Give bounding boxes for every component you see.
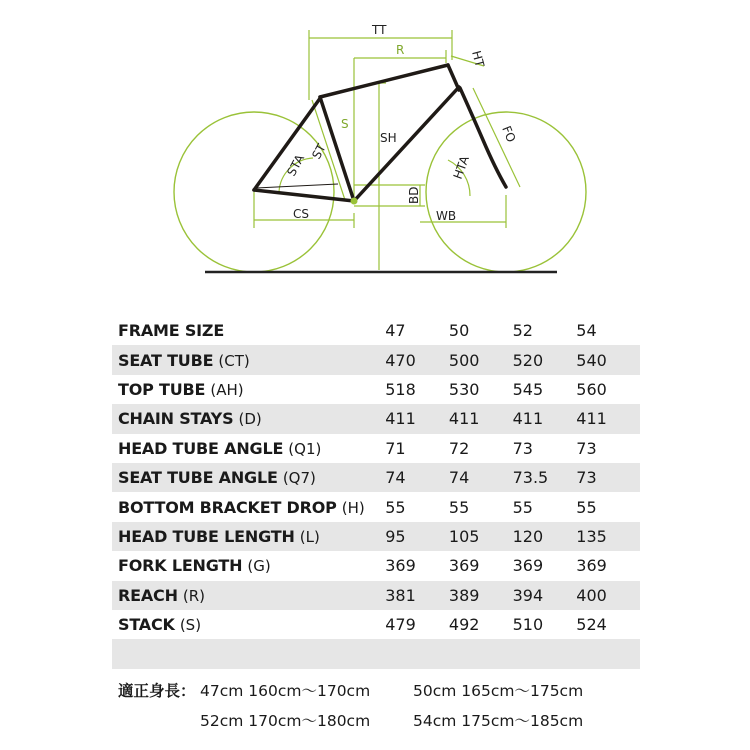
row-label: STACK [118,615,175,635]
value-size-52: 369 [512,556,544,576]
rider-height-54: 54cm 175cm〜185cm [413,712,584,730]
value-size-50: 411 [448,409,480,429]
row-label: REACH [118,585,178,605]
rider-height-47: 47cm 160cm〜170cm [200,682,371,700]
table-row [112,404,640,433]
rider-height-heading: 適正身長： [118,682,196,700]
value-size-52: 120 [512,526,544,546]
value-size-54: 524 [576,615,607,635]
value-size-52: 545 [512,379,544,399]
table-row [112,375,640,404]
label-tt: TT [372,23,387,37]
size-47: 47 [385,321,406,341]
row-abbr: (Q7) [282,469,316,488]
table-row [112,610,640,639]
value-size-52: 73 [512,438,533,458]
value-size-52: 73.5 [512,468,549,488]
row-label: SEAT TUBE [118,350,214,370]
row-abbr: (L) [299,527,320,546]
row-abbr: (S) [179,616,202,635]
label-cs: CS [293,207,309,221]
value-size-54: 411 [576,409,607,429]
value-size-47: 518 [385,379,416,399]
label-s: S [341,117,349,131]
label-sta: STA [284,152,308,179]
value-size-47: 95 [385,526,406,546]
row-label: BOTTOM BRACKET DROP [118,497,337,517]
row-label: TOP TUBE [118,379,206,399]
value-size-47: 381 [385,585,416,605]
table-row [112,463,640,492]
row-label: CHAIN STAYS [118,409,234,429]
geometry-table-body [112,316,640,669]
value-size-52: 55 [512,497,533,517]
value-size-54: 560 [576,379,607,399]
value-size-47: 411 [385,409,416,429]
value-size-47: 479 [385,615,416,635]
value-size-50: 72 [448,438,470,458]
rider-height-52: 52cm 170cm〜180cm [200,712,371,730]
value-size-50: 500 [448,350,480,370]
row-abbr: (Q1) [288,439,322,458]
rider-height-row [118,710,584,740]
value-size-50: 74 [448,468,470,488]
size-52: 52 [512,321,533,341]
table-header-row [112,316,640,345]
bottom-bracket [351,198,358,205]
value-size-47: 74 [385,468,406,488]
value-size-54: 55 [576,497,597,517]
size-54: 54 [576,321,597,341]
table-row [112,581,640,610]
rider-height-row [118,680,584,710]
row-label: HEAD TUBE LENGTH [118,526,295,546]
value-size-54: 369 [576,556,607,576]
table-row [112,434,640,463]
rider-height-section [118,680,584,740]
row-abbr: (CT) [218,351,250,370]
label-sh: SH [380,131,397,145]
bike-geometry-diagram [0,0,750,300]
value-size-52: 520 [512,350,544,370]
label-r: R [396,43,405,57]
value-size-47: 470 [385,350,416,370]
frame-size-label: FRAME SIZE [118,321,225,341]
table-spacer-row [112,639,640,669]
value-size-54: 135 [576,526,607,546]
value-size-54: 400 [576,585,607,605]
value-size-47: 369 [385,556,416,576]
value-size-50: 55 [448,497,470,517]
value-size-52: 411 [512,409,544,429]
row-abbr: (R) [182,586,206,605]
rider-height-50: 50cm 165cm〜175cm [413,682,584,700]
value-size-50: 369 [448,556,480,576]
table-row [112,345,640,374]
value-size-47: 71 [385,438,406,458]
row-abbr: (AH) [210,380,244,399]
label-fo: FO [499,123,519,145]
value-size-47: 55 [385,497,406,517]
label-hta: HTA [450,154,472,182]
label-ht: HT [469,49,487,69]
table-row [112,522,640,551]
value-size-50: 492 [448,615,480,635]
label-wb: WB [436,209,457,223]
row-label: HEAD TUBE ANGLE [118,438,284,458]
value-size-54: 540 [576,350,607,370]
value-size-50: 105 [448,526,480,546]
table-row [112,551,640,580]
label-bd: BD [407,186,421,204]
row-label: SEAT TUBE ANGLE [118,468,278,488]
label-st: ST [309,141,329,162]
value-size-50: 530 [448,379,480,399]
value-size-52: 510 [512,615,544,635]
row-label: FORK LENGTH [118,556,243,576]
value-size-50: 389 [448,585,480,605]
geometry-table [112,316,640,669]
value-size-54: 73 [576,438,597,458]
size-50: 50 [448,321,470,341]
row-abbr: (D) [238,410,262,429]
table-row [112,492,640,521]
row-abbr: (H) [341,498,365,517]
row-abbr: (G) [247,557,271,576]
value-size-54: 73 [576,468,597,488]
value-size-52: 394 [512,585,544,605]
stay-reference [256,184,338,188]
